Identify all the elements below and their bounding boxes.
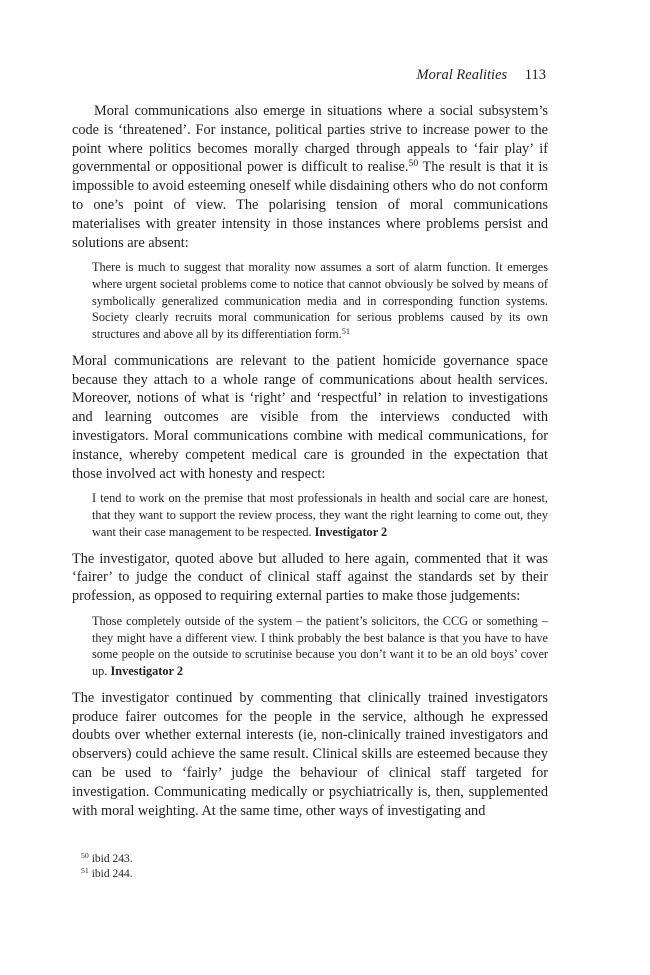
paragraph-4: The investigator continued by commenting that clinically trained investigators produce fairer outcomes for the people in the service, although he expressed doubts over whether external interests (ie, non-clinically trained investigators and observers) could achieve the same result. Clinical skills are esteemed because they can be used to ‘fairly’ judge the behaviour of clinical staff targeted for investigation. Communicating medically or psychiatrically is, then, supplemented with moral weighting. At the same time, other ways of investigating and	[72, 689, 548, 819]
footnote-50	[81, 852, 133, 867]
footnote-51	[81, 867, 133, 882]
paragraph-2: Moral communications are relevant to the patient homicide governance space because they attach to a whole range of communications about health services. Moreover, notions of what is ‘right’ and ‘respectful’ in relation to investigations and learning outcomes are visible from the interviews conducted with investigators. Moral communications combine with medical communications, for instance, whereby competent medical care is grounded in the expectation that those involved act with honesty and respect:	[72, 352, 548, 482]
quote-3-attribution: Investigator 2	[110, 664, 183, 679]
footnote-ref-50[interactable]: 50	[408, 158, 419, 170]
running-title: Moral Realities	[416, 67, 508, 83]
footnote-ref-51[interactable]: 51	[341, 327, 351, 337]
main-text	[72, 102, 548, 820]
quote-1-text: There is much to suggest that morality now assumes a sort of alarm function. It emerges where urgent societal problems come to notice that cannot obviously be solved by means of symbolically generalized communication media and in corresponding function systems. Society clearly recruits moral communication for serious problems caused by its own structures and above all by its differentiation form.	[92, 260, 548, 342]
quote-2-text: I tend to work on the premise that most professionals in health and social care are honest, that they want to support the review process, they want the right learning to come out, they want their case management to be respected.	[92, 491, 548, 539]
block-quote-1	[92, 259, 548, 343]
block-quote-2	[92, 490, 548, 540]
quote-3-text: Those completely outside of the system – the patient’s solicitors, the CCG or something – they might have a different view. I think probably the best balance is that you have to have some people on the outside to scrutinise because you don’t want it to be an old boys’ cover up.	[92, 613, 548, 679]
running-header	[417, 66, 546, 84]
paragraph-1-text: Moral communications also emerge in situations where a social subsystem’s code is ‘threatened’. For instance, political parties strive to increase power to the point where politics becomes morally charged through appeals to ‘fair play’ if governmental or oppositional power is difficult to realise.	[72, 103, 548, 176]
page-number: 113	[524, 67, 546, 83]
footnote-50-text: ibid 243.	[88, 853, 133, 865]
paragraph-1-text-cont: The result is that it is impossible to avoid esteeming oneself while disdaining others who do not conform to one’s point of view. The polarising tension of moral communications materialises with greater intensity in those instances where problems persist and solutions are absent:	[72, 159, 548, 251]
paragraph-3: The investigator, quoted above but alluded to here again, commented that it was ‘fairer’ to judge the conduct of clinical staff against the standards set by their profession, as opposed to requiring external parties to make those judgements:	[72, 550, 548, 605]
footnotes	[81, 852, 133, 882]
quote-2-attribution: Investigator 2	[314, 524, 388, 539]
footnote-50-number: 50	[81, 851, 89, 861]
paragraph-1	[72, 102, 548, 252]
footnote-51-text: ibid 244.	[88, 868, 133, 880]
block-quote-3	[92, 613, 548, 680]
footnote-51-number: 51	[81, 866, 89, 876]
